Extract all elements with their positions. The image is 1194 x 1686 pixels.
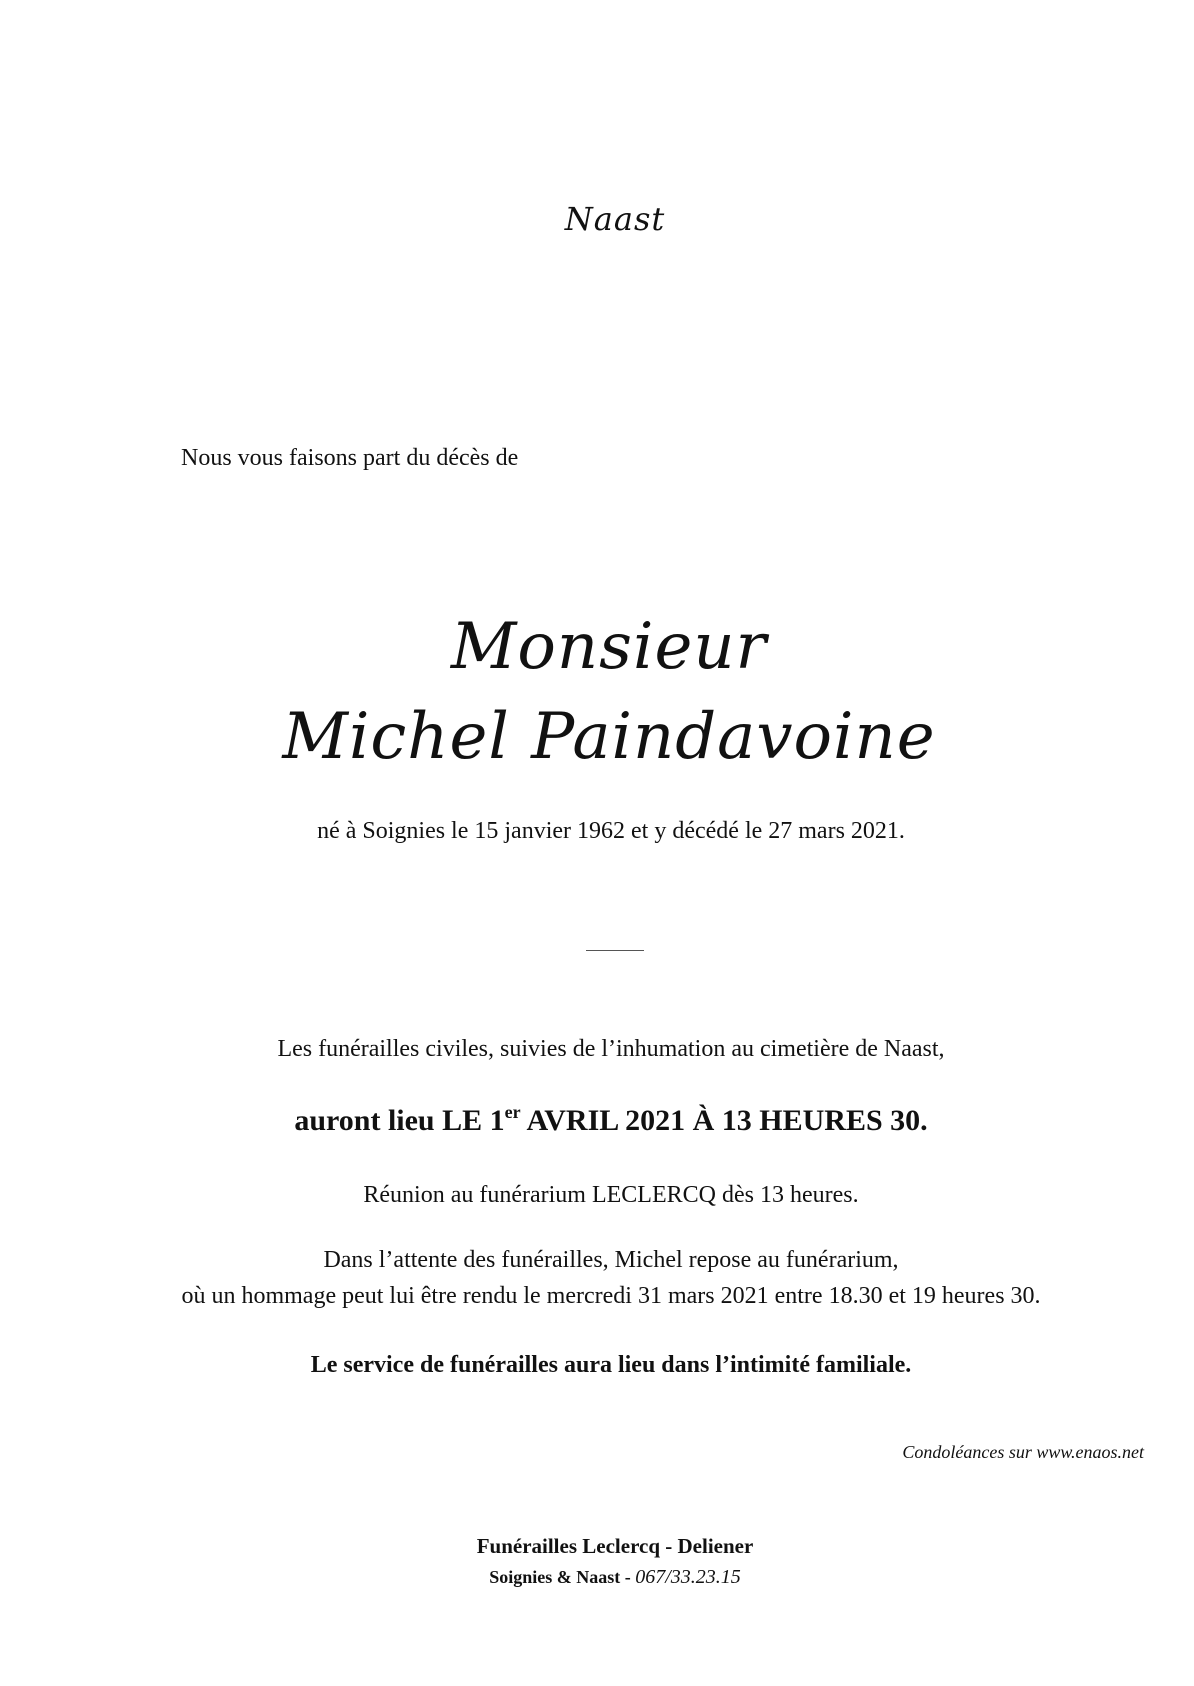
birth-death-text: né à Soignies le 15 janvier 1962 et y décédé le 27 mars 2021. (317, 818, 905, 844)
place-heading: Naast (564, 200, 666, 238)
funeral-civil-text: Les funérailles civiles, suivies de l’inhumation au cimetière de Naast, (277, 1036, 945, 1062)
funeral-company-name: Funérailles Leclercq - Deliener (476, 1534, 754, 1558)
funeral-date-ordinal: er (504, 1102, 521, 1122)
intimate-service-text: Le service de funérailles aura lieu dans l’intimité familiale. (310, 1352, 912, 1378)
wake-text-line2: où un hommage peut lui être rendu le mercredi 31 mars 2021 entre 18.30 et 19 heures 30. (181, 1283, 1041, 1309)
funeral-date-prefix: auront lieu LE 1 (294, 1104, 505, 1137)
intro-text: Nous vous faisons part du décès de (181, 445, 519, 471)
funeral-company-contact (18, 1566, 1194, 1589)
deceased-name: Michel Paindavoine (282, 700, 936, 774)
deceased-honorific: Monsieur (450, 610, 768, 684)
divider (586, 950, 644, 951)
company-location: Soignies & Naast - (489, 1567, 636, 1587)
funeral-date-suffix: AVRIL 2021 À 13 HEURES 30. (520, 1104, 928, 1137)
meeting-text: Réunion au funérarium LECLERCQ dès 13 heures. (363, 1182, 859, 1208)
wake-text-line1: Dans l’attente des funérailles, Michel repose au funérarium, (323, 1247, 899, 1273)
funeral-date-line (14, 1104, 1194, 1138)
condolences-text: Condoléances sur www.enaos.net (902, 1442, 1144, 1462)
company-phone: 067/33.23.15 (635, 1566, 741, 1588)
